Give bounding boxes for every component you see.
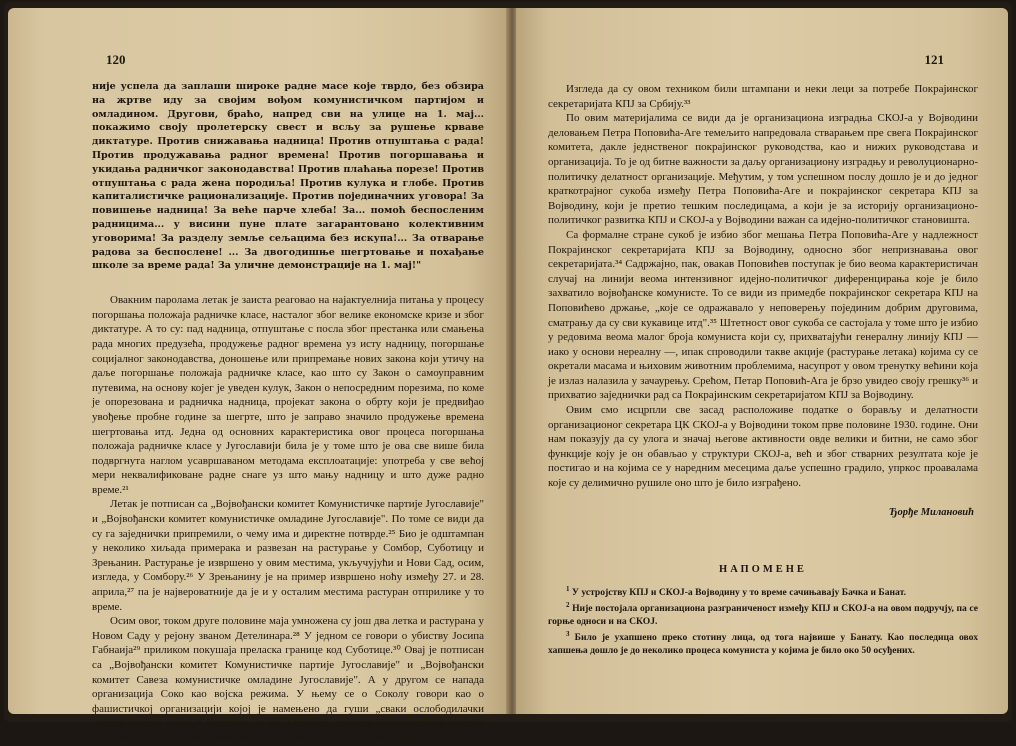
paragraph: Летак је потписан са „Војвођански комитет Комунистичке партије Југославије" и „Војвођански комитет комунистичке омладине Југославије". По томе се види да су га заједнички припремили, о чему има и директне потврде.²⁵ Био је одштампан у неколико хиљада примерака и развезан на растурање у Сомбор, Суботицу и Зрењанин. Растурање је извршено у овим местима, укључујући и Нови Сад, осим, изгледа, у Сомбору.²⁶ У Зрењанину је на пример извршено ноћу између 27. и 28. априла,²⁷ па је највероватније да је и у осталим местима растуран отприлике у то време.: [92, 498, 484, 613]
footnote: [548, 599, 978, 628]
footnote-number: 3: [566, 630, 570, 638]
footnote: [548, 583, 978, 599]
footnote-number: 2: [566, 600, 570, 609]
left-page: [8, 8, 508, 744]
paragraph: По овим материјалима се види да је организациона изградња СКОЈ-а у Војводини деловањем Петра Поповића-Аге темељито напредовала стварањем пре свега Покрајинског комитета, дакле једнственог покрајинског руководства, као и нижих руководстава и организација. То је од битне важности за даљу организациону изградњу и револуционарно-политичку делатност организације. Међутим, у том успешном послу дошло је и до једног краткотрајног сукоба између Петра Поповића-Аге и покрајинског секретара КПЈ за Војводину, који је претио тешким последицама, а који је за историју организационо-политичког развитка КПЈ и СКОЈ-а у Војводини важан са идејно-политичког становишта.: [548, 112, 978, 227]
footnote-text: Било је ухапшено преко стотину лица, од тога највише у Банату. Као последица овох хапшења дошло је до неколико процеса комуниста у којима је било око 50 осуђених.: [548, 632, 978, 657]
paragraph: Осим овог, током друге половине маја умножена су још два летка и растурана у Новом Саду у рејону званом Детелинара.²⁸ У једном се говори о убиству Јосипа Габнаија²⁹ приликом покушаја преласка границе код Суботице.³⁰ Овај је потписан са „Војвођански комитет Комунистичке партије Југославије" и „Војвођански комитет Савеза комунистичке омладине Југославије". А у другом се напада организација Соко као војска режима. У њему се о Соколу говори као о фашистичкој организацији којој је намењено да гуши „сваки ослободилачки покрет радних маса".³¹ Потписан је са „Окружни комитет Комунистичке партије Југославије" и „Окружни комитет комунистичке омладине Југославије".³²: [92, 615, 484, 744]
quote-text: није успела да заплаши широке радне масе које тврдо, без обзира на жртве иду за својим вођом комунистичком партијом и омладином. Другови, браћо, напред сви на улице на 1. мај... покажимо своју пролетерску свест и всљу за рушење крваве диктатуре. Против снижавања надница! Против отпуштања с рада! Против продужавања радног времена! Против погоршавања и укидања радничког законодавства! Против плаћања порезе! Против отпуштања с рада жена породиља! Против кулука и глобе. Против капиталистичке рационализације. Против појединачних уговора! За повишење надница! За веће парче хлеба! За... помоћ беспосленим радницима... у висини пуне плате загарантовано колективним уговорима! За разделу земље сељацима без искупа!... За отварање радова за беспослене! ... За двогодишње шегртовање и похађање школе за време рада! За уличне демонстрације на 1. мај!": [92, 81, 484, 272]
right-body-text: [548, 82, 978, 491]
book-spread: [4, 2, 1012, 744]
paragraph: Овим смо исцрпли све засад расположиве податке о борављу и делатности организационог секретара ЦК СКОЈ-а у Војводини током прве половине 1930. године. Они нам показују да су улога и значај његове активности овде велики и битни, не само због функције коју је он обављао у структури СКОЈ-а, већ и због стварних резултата које је постигао и на којима се у наредним месецима даље успешно градило, упркос проавалама које су делимично рушиле оно што је било изграђено.: [548, 404, 978, 490]
leaflet-quote: [92, 80, 484, 273]
footnotes: [548, 583, 978, 658]
paragraph: Изгледа да су овом техником били штампани и неки леци за потребе Покрајинског секретаријата КПЈ за Србију.³³: [548, 83, 978, 110]
footnote: [548, 628, 978, 657]
paragraph: Овакним паролама летак је заиста реаговао на најактуелнија питања у процесу погоршања положаја радничке класе, насталог због велике економске кризе и због диктатуре. А то су: пад надница, отпуштање с посла због престанка или смањења рада многих предузећа, продужење радног времена уз исту надницу, погоршање социјалног законодавства, доношење или припремање нових закона који утичу на даље погоршање положаја радничке класе, као што су Закон о самоуправним путевима, на основу којег је уведен кулук, Закон о непосредним порезима, по коме је опорезована и радничка надница, пројекат закона о обрту који је предвиђао увођење пробне године за шегрте, што је заправо значило продужење времена шегртовања итд. Једна од основних карактеристика овог процеса погоршања положаја радничке класе у Југославији била је у томе што је ова све више била подвргнута наглом усавршаваном методама експлоатације: употреба у све већој мери неквалификоване радне снаге уз што мању надницу и што дуже радно време.²¹: [92, 294, 484, 496]
footnote-number: 1: [566, 584, 570, 593]
page-number-left: 120: [106, 52, 126, 67]
left-body-text: [92, 293, 484, 745]
footnote-text: Није постојала организациона разграниченост између КПЈ и СКОЈ-а на овом подручју, па се горње односи и на СКОЈ.: [548, 603, 978, 627]
footnote-text: У устројству КПЈ и СКОЈ-а Војводину у то време сачињавају Бачка и Банат.: [571, 586, 906, 598]
notes-heading: НАПОМЕНЕ: [719, 563, 807, 575]
author-signature: Ђорђе Милановић: [888, 506, 974, 518]
page-number-right: 121: [924, 52, 944, 67]
paragraph: Са формалне стране сукоб је избио због мешања Петра Поповића-Аге у надлежност Покрајинског секретаријата КПЈ за Војводину, односно због непризнавања овог секретаријата.³⁴ Садржајно, пак, овакав Поповићев поступак је био веома карактеристичан случај на линији веома интензивног идејно-политичког диференцирања које је било захватило војвођанске комунисте. То се види из примедбе покрајинског секретара КПЈ на Поповићево држање, „које се одражавало у неповерењу појединим добрим друговима, сматрању да су сви кукавице итд".³⁵ Штетност овог сукоба се састојала у томе што је избио у редовима веома малог броја комуниста који су, прихватајући генералну линију КПЈ — иако у основи нереалну —, ипак спроводили такве акције (растурање летака) којима су се окретали масама и њиховим животним проблемима, насупрот у овом тренутку већини која је излаз налазила у зачаурењу. Срећом, Петар Поповић-Ага је брзо увидео своју грешку³⁶ и прихватио заједнички рад са Покрајинским секретаријатом КПЈ за Војводину.: [548, 228, 978, 402]
right-page: [516, 8, 1008, 714]
